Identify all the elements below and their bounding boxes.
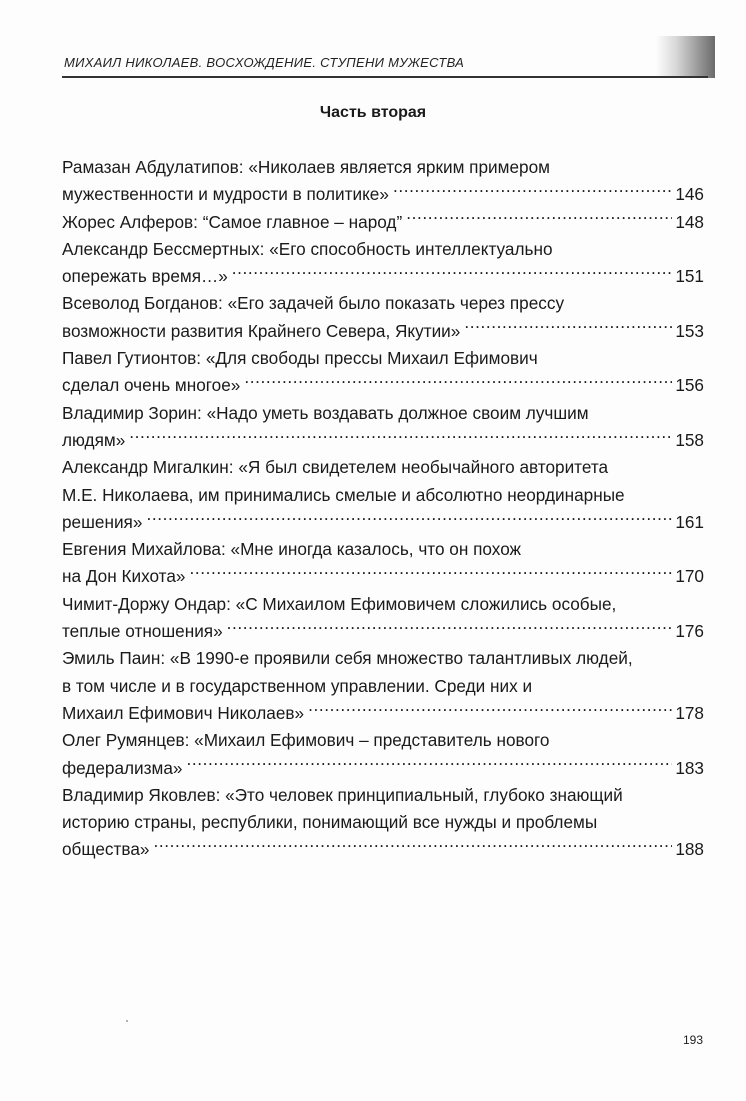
toc-entry-text: общества» (62, 839, 150, 860)
toc-entry (62, 536, 704, 591)
toc-entry-last-line (62, 509, 704, 536)
header-rule (62, 76, 708, 78)
dot-leader (146, 511, 672, 528)
toc-page-number: 188 (675, 839, 704, 860)
toc-entry-text: опережать время…» (62, 266, 228, 287)
toc-entry-last-line (62, 618, 704, 645)
toc-entry (62, 290, 704, 345)
dot-leader (406, 210, 672, 227)
toc-entry-last-line (62, 318, 704, 345)
dot-leader (393, 183, 672, 200)
toc-entry (62, 400, 704, 455)
toc-entry-line: Владимир Яковлев: «Это человек принципиальный, глубоко знающий (62, 784, 623, 805)
toc-page-number: 183 (675, 757, 704, 778)
toc-page-number: 161 (675, 511, 704, 532)
toc-entry-last-line (62, 372, 704, 399)
toc-page-number: 158 (675, 429, 704, 450)
toc-entry-last-line (62, 181, 704, 208)
toc-page-number: 146 (675, 184, 704, 205)
dot-leader (308, 702, 672, 719)
toc-entry-line: Александр Бессмертных: «Его способность интеллектуально (62, 238, 553, 259)
toc-page-number: 176 (675, 621, 704, 642)
dot-leader (464, 320, 672, 337)
toc-entry-last-line (62, 427, 704, 454)
dot-leader (227, 620, 673, 637)
toc-entry (62, 727, 704, 782)
toc-entry (62, 236, 704, 291)
toc-page-number: 170 (675, 566, 704, 587)
paper-speck (126, 1020, 128, 1022)
toc-entry-last-line (62, 755, 704, 782)
dot-leader (186, 756, 672, 773)
toc-entry-last-line (62, 700, 704, 727)
table-of-contents (62, 154, 704, 864)
toc-entry-text: мужественности и мудрости в политике» (62, 184, 389, 205)
toc-entry-line: Чимит-Доржу Ондар: «С Михаилом Ефимовичем сложились особые, (62, 593, 617, 614)
toc-entry-text: федерализма» (62, 757, 183, 778)
toc-entry-line: Владимир Зорин: «Надо уметь воздавать должное своим лучшим (62, 402, 589, 423)
toc-entry-line: историю страны, республики, понимающий все нужды и проблемы (62, 812, 598, 833)
toc-entry-line: Павел Гутионтов: «Для свободы прессы Михаил Ефимович (62, 348, 538, 369)
toc-entry (62, 209, 704, 236)
toc-entry (62, 154, 704, 209)
toc-entry-last-line (62, 836, 704, 863)
section-title: Часть вторая (319, 104, 427, 121)
toc-entry-last-line (62, 209, 704, 236)
toc-page-number: 153 (675, 320, 704, 341)
page-number: 193 (683, 1033, 704, 1047)
toc-page-number: 151 (675, 266, 704, 287)
dot-leader (153, 838, 672, 855)
dot-leader (232, 265, 673, 282)
toc-entry (62, 591, 704, 646)
toc-page-number: 156 (675, 375, 704, 396)
toc-entry-text: людям» (62, 429, 126, 450)
toc-entry (62, 345, 704, 400)
toc-entry-text: сделал очень многое» (62, 375, 241, 396)
toc-entry-line: М.Е. Николаева, им принимались смелые и абсолютно неординарные (62, 484, 625, 505)
dot-leader (129, 429, 672, 446)
toc-page-number: 178 (675, 702, 704, 723)
toc-entry-text: Жорес Алферов: “Самое главное – народ” (62, 211, 403, 232)
toc-entry-line: Всеволод Богданов: «Его задачей было показать через прессу (62, 293, 565, 314)
toc-entry-last-line (62, 563, 704, 590)
toc-entry-line: Евгения Михайлова: «Мне иногда казалось, что он похож (62, 539, 522, 560)
toc-entry-text: теплые отношения» (62, 621, 223, 642)
toc-entry-text: решения» (62, 511, 143, 532)
toc-entry-line: Эмиль Паин: «В 1990-е проявили себя множество талантливых людей, (62, 648, 633, 669)
dot-leader (244, 374, 672, 391)
running-header: МИХАИЛ НИКОЛАЕВ. ВОСХОЖДЕНИЕ. СТУПЕНИ МУЖЕСТВА (64, 55, 465, 70)
toc-entry-line: Рамазан Абдулатипов: «Николаев является ярким примером (62, 157, 550, 177)
toc-entry-line: в том числе и в государственном управлении. Среди них и (62, 675, 533, 696)
toc-entry (62, 454, 704, 536)
toc-entry (62, 782, 704, 864)
toc-entry (62, 645, 704, 727)
toc-entry-text: на Дон Кихота» (62, 566, 186, 587)
toc-page-number: 148 (675, 211, 704, 232)
header-gradient-block (655, 36, 715, 78)
toc-entry-text: Михаил Ефимович Николаев» (62, 702, 305, 723)
dot-leader (189, 565, 672, 582)
toc-entry-line: Олег Румянцев: «Михаил Ефимович – представитель нового (62, 730, 550, 751)
toc-entry-text: возможности развития Крайнего Севера, Якутии» (62, 320, 461, 341)
toc-entry-line: Александр Мигалкин: «Я был свидетелем необычайного авторитета (62, 457, 609, 478)
toc-entry-last-line (62, 263, 704, 290)
